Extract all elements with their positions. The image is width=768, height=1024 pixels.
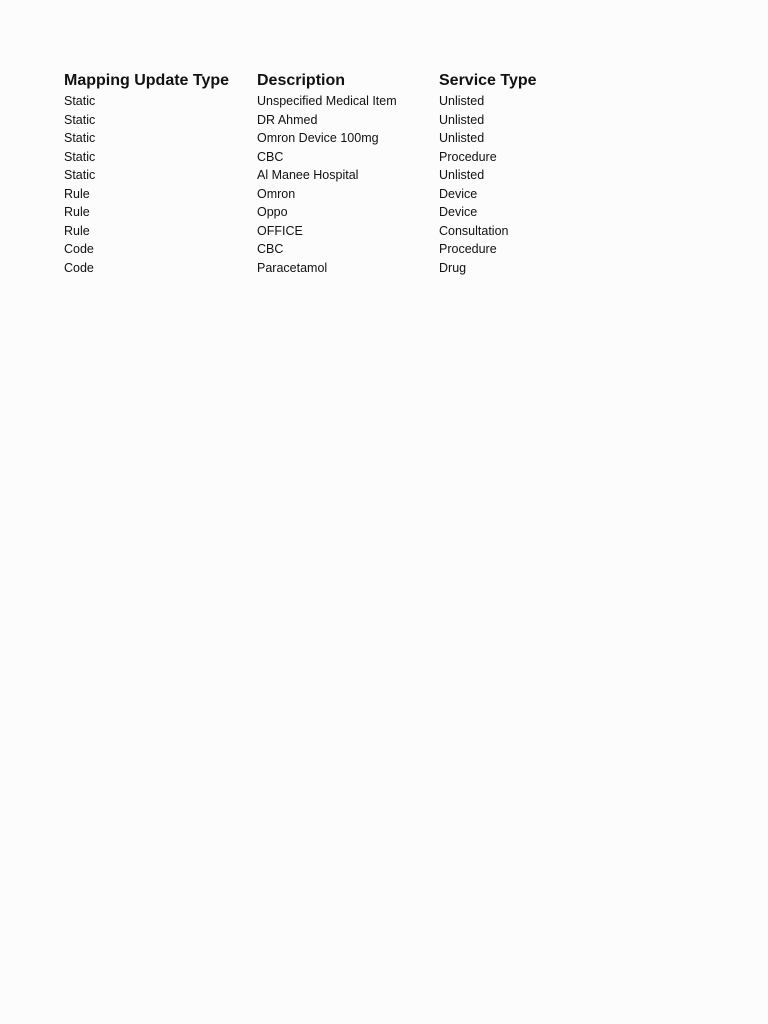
table-row (64, 203, 599, 222)
cell-service-type: Unlisted (439, 168, 485, 182)
header-description: Description (257, 72, 346, 89)
cell-service-type: Device (439, 186, 478, 201)
cell-service-type: Drug (439, 260, 467, 275)
cell-description: CBC (257, 242, 284, 256)
cell-mapping-update-type: Rule (64, 205, 90, 219)
cell-mapping-update-type: Static (64, 149, 96, 164)
cell-service-type: Device (439, 205, 478, 219)
table-row (64, 92, 599, 111)
table-row (64, 129, 599, 148)
cell-mapping-update-type: Static (64, 131, 96, 145)
cell-mapping-update-type: Code (64, 260, 94, 275)
cell-description: Al Manee Hospital (257, 168, 359, 182)
cell-description: DR Ahmed (257, 112, 318, 127)
cell-service-type: Unlisted (439, 94, 485, 108)
table-row (64, 185, 599, 204)
cell-description: Oppo (257, 205, 288, 219)
cell-service-type: Procedure (439, 149, 497, 164)
cell-mapping-update-type: Rule (64, 186, 90, 201)
header-row (64, 70, 599, 92)
cell-mapping-update-type: Static (64, 94, 96, 108)
cell-service-type: Consultation (439, 223, 509, 238)
table-row (64, 259, 599, 278)
cell-service-type: Unlisted (439, 131, 485, 145)
cell-description: OFFICE (257, 223, 303, 238)
cell-description: Omron (257, 186, 296, 201)
spreadsheet-page (64, 70, 624, 277)
cell-description: Omron Device 100mg (257, 131, 379, 145)
table-row (64, 222, 599, 241)
table-row (64, 148, 599, 167)
cell-mapping-update-type: Static (64, 112, 96, 127)
table-row (64, 240, 599, 259)
cell-mapping-update-type: Static (64, 168, 96, 182)
cell-service-type: Unlisted (439, 112, 485, 127)
cell-description: Paracetamol (257, 260, 328, 275)
header-mapping-update-type: Mapping Update Type (64, 72, 230, 89)
cell-description: Unspecified Medical Item (257, 94, 397, 108)
table-row (64, 111, 599, 130)
cell-service-type: Procedure (439, 242, 497, 256)
cell-description: CBC (257, 149, 284, 164)
cell-mapping-update-type: Rule (64, 223, 90, 238)
table-row (64, 166, 599, 185)
cell-mapping-update-type: Code (64, 242, 94, 256)
header-service-type: Service Type (439, 72, 537, 89)
mapping-table (64, 70, 599, 277)
